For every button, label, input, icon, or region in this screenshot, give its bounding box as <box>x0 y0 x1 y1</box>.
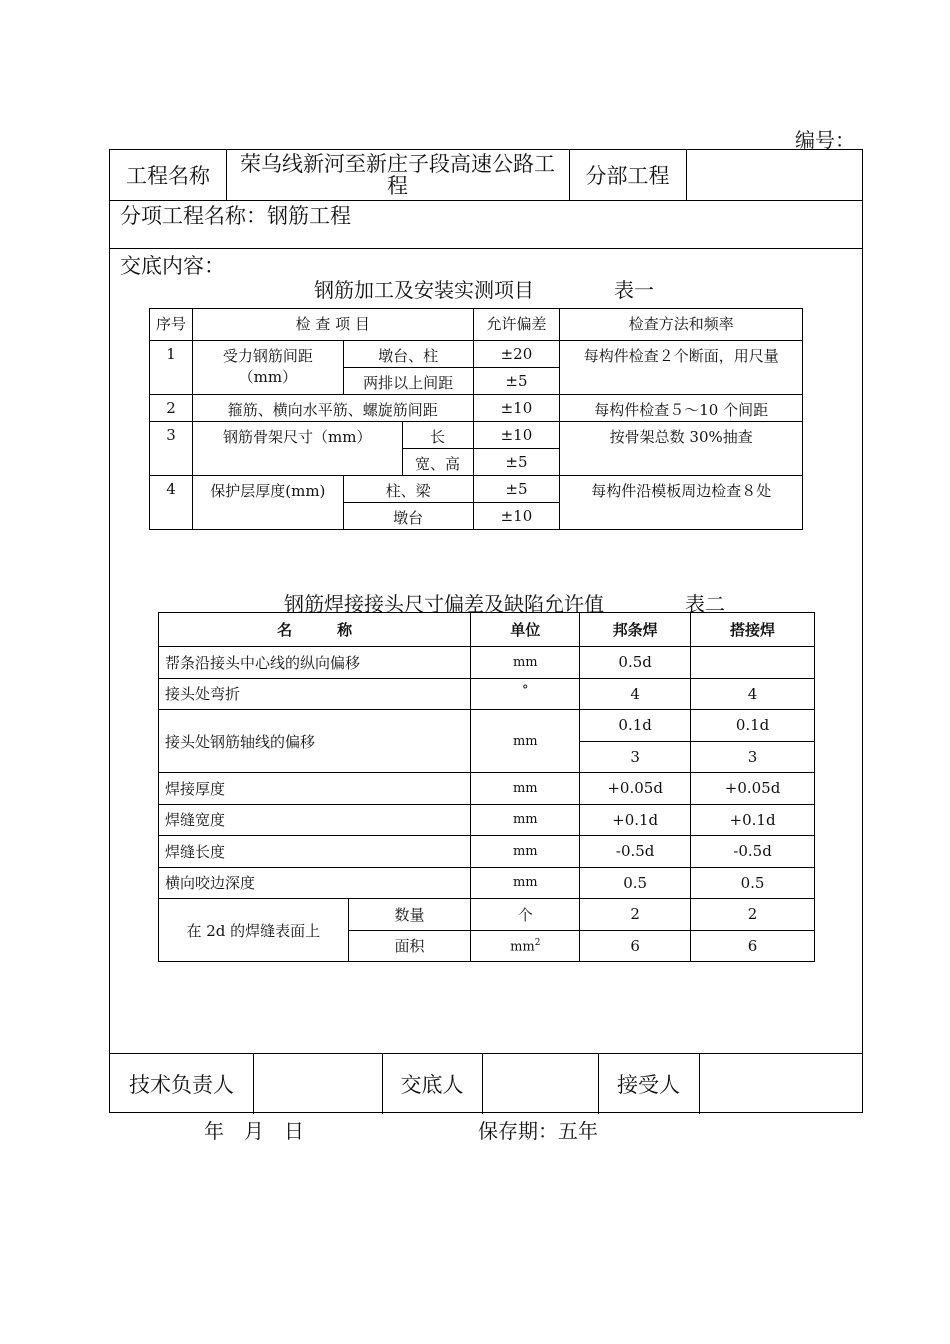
item-name: 保护层厚度(mm) <box>192 476 343 530</box>
item-name: 帮条沿接头中心线的纵向偏移 <box>159 647 471 679</box>
col-divider <box>226 150 227 200</box>
tolerance: ±10 <box>473 422 560 449</box>
item-name: 焊缝长度 <box>159 836 471 868</box>
tolerance: ±20 <box>473 341 560 368</box>
table-row <box>150 395 803 422</box>
sub-item: 面积 <box>348 930 471 962</box>
table-row <box>159 899 815 931</box>
receiver-label: 接受人 <box>617 1072 680 1097</box>
sub-item: 宽、高 <box>402 449 473 476</box>
method: 每构件检查２个断面，用尺量 <box>560 341 803 395</box>
value-cell: 6 <box>691 930 815 962</box>
unit-cell <box>471 930 580 962</box>
content-label: 交底内容： <box>120 254 225 278</box>
sub-item: 墩台、柱 <box>343 341 473 368</box>
value-cell: 0.5 <box>580 867 691 899</box>
item-name: 焊缝宽度 <box>159 804 471 836</box>
unit: ° <box>471 678 580 710</box>
unit-exponent: 2 <box>534 937 541 948</box>
header-cell: 允许偏差 <box>473 309 560 341</box>
presenter-signature[interactable] <box>482 1053 598 1114</box>
value-cell: -0.5d <box>580 836 691 868</box>
table1-caption: 钢筋加工及安装实测项目 <box>314 278 534 302</box>
header-cell: 名 称 <box>159 613 471 647</box>
item-name: 横向咬边深度 <box>159 867 471 899</box>
value-cell: 4 <box>580 678 691 710</box>
project-name-label: 工程名称 <box>126 164 210 188</box>
value-cell: 3 <box>691 741 815 773</box>
unit: 个 <box>471 899 580 931</box>
unit: mm <box>471 804 580 836</box>
method: 按骨架总数 30%抽查 <box>560 422 803 476</box>
item-name: 接头处弯折 <box>159 678 471 710</box>
header-cell: 邦条焊 <box>580 613 691 647</box>
item-name: 接头处钢筋轴线的偏移 <box>159 710 471 773</box>
value-cell: 3 <box>580 741 691 773</box>
value-cell: +0.05d <box>691 773 815 805</box>
header-cell: 搭接焊 <box>691 613 815 647</box>
item-name: 受力钢筋间距 <box>222 347 313 365</box>
sub-item: 两排以上间距 <box>343 368 473 395</box>
unit: mm <box>471 773 580 805</box>
table-row <box>159 867 815 899</box>
project-name-value[interactable]: 荣乌线新河至新庄子段高速公路工程 <box>240 152 555 198</box>
table-row <box>159 678 815 710</box>
value-cell: +0.1d <box>580 804 691 836</box>
table-row <box>159 647 815 679</box>
tech-lead-label: 技术负责人 <box>129 1072 234 1097</box>
value-cell: 2 <box>691 899 815 931</box>
value-cell: -0.5d <box>691 836 815 868</box>
serial-number-label: 编号： <box>795 128 855 152</box>
value-cell: 4 <box>691 678 815 710</box>
table-row <box>159 836 815 868</box>
method: 每构件沿模板周边检查８处 <box>560 476 803 530</box>
table-row <box>159 804 815 836</box>
header-cell: 检 查 项 目 <box>192 309 473 341</box>
retention-label: 保存期：五年 <box>478 1119 598 1143</box>
receiver-signature[interactable] <box>699 1053 864 1114</box>
tolerance: ±5 <box>473 449 560 476</box>
table-header-row <box>150 309 803 341</box>
value-cell: 0.5d <box>580 647 691 679</box>
tolerance: ±10 <box>473 503 560 530</box>
item-name: 箍筋、横向水平筋、螺旋筋间距 <box>192 395 473 422</box>
weld-tolerance-table <box>158 612 815 962</box>
sub-item: 柱、梁 <box>343 476 473 503</box>
value-cell: +0.05d <box>580 773 691 805</box>
method: 每构件检查５～10 个间距 <box>560 395 803 422</box>
date-label: 年 月 日 <box>204 1119 304 1143</box>
sub-item: 墩台 <box>343 503 473 530</box>
value-cell: 0.5 <box>691 867 815 899</box>
row-number: 2 <box>150 395 193 422</box>
tech-lead-signature[interactable] <box>253 1053 382 1114</box>
division-value[interactable] <box>686 150 864 200</box>
table-header-row <box>159 613 815 647</box>
sub-item: 数量 <box>348 899 471 931</box>
unit: mm <box>471 710 580 773</box>
unit: mm <box>510 938 535 954</box>
row-divider <box>110 248 862 249</box>
sub-item: 长 <box>402 422 473 449</box>
unit: mm <box>471 647 580 679</box>
value-cell: 2 <box>580 899 691 931</box>
unit: mm <box>471 836 580 868</box>
item-name: 在 2d 的焊缝表面上 <box>159 899 349 962</box>
item-name: 焊接厚度 <box>159 773 471 805</box>
header-cell: 检查方法和频率 <box>560 309 803 341</box>
table-row <box>150 476 803 503</box>
table-row <box>150 341 803 368</box>
tolerance: ±10 <box>473 395 560 422</box>
header-cell: 序号 <box>150 309 193 341</box>
value-cell: 0.1d <box>580 710 691 742</box>
row-number: 1 <box>150 341 193 395</box>
subitem-name: 分项工程名称：钢筋工程 <box>120 204 351 228</box>
tolerance: ±5 <box>473 368 560 395</box>
item-name: 钢筋骨架尺寸（mm） <box>192 422 402 476</box>
table2-caption-tag: 表二 <box>685 592 725 616</box>
value-cell <box>691 647 815 679</box>
table2-caption: 钢筋焊接接头尺寸偏差及缺陷允许值 <box>284 592 604 616</box>
presenter-label: 交底人 <box>400 1072 464 1097</box>
table-row <box>159 710 815 742</box>
header-cell: 单位 <box>471 613 580 647</box>
unit: mm <box>471 867 580 899</box>
value-cell: 6 <box>580 930 691 962</box>
item-unit: （mm） <box>238 368 298 386</box>
table1-caption-tag: 表一 <box>614 278 654 302</box>
row-number: 4 <box>150 476 193 530</box>
tolerance: ±5 <box>473 476 560 503</box>
value-cell: 0.1d <box>691 710 815 742</box>
rebar-inspection-table <box>149 308 803 530</box>
value-cell: +0.1d <box>691 804 815 836</box>
table-row <box>150 422 803 449</box>
item-cell <box>192 341 343 395</box>
table-row <box>159 773 815 805</box>
row-number: 3 <box>150 422 193 476</box>
division-label: 分部工程 <box>585 164 670 188</box>
